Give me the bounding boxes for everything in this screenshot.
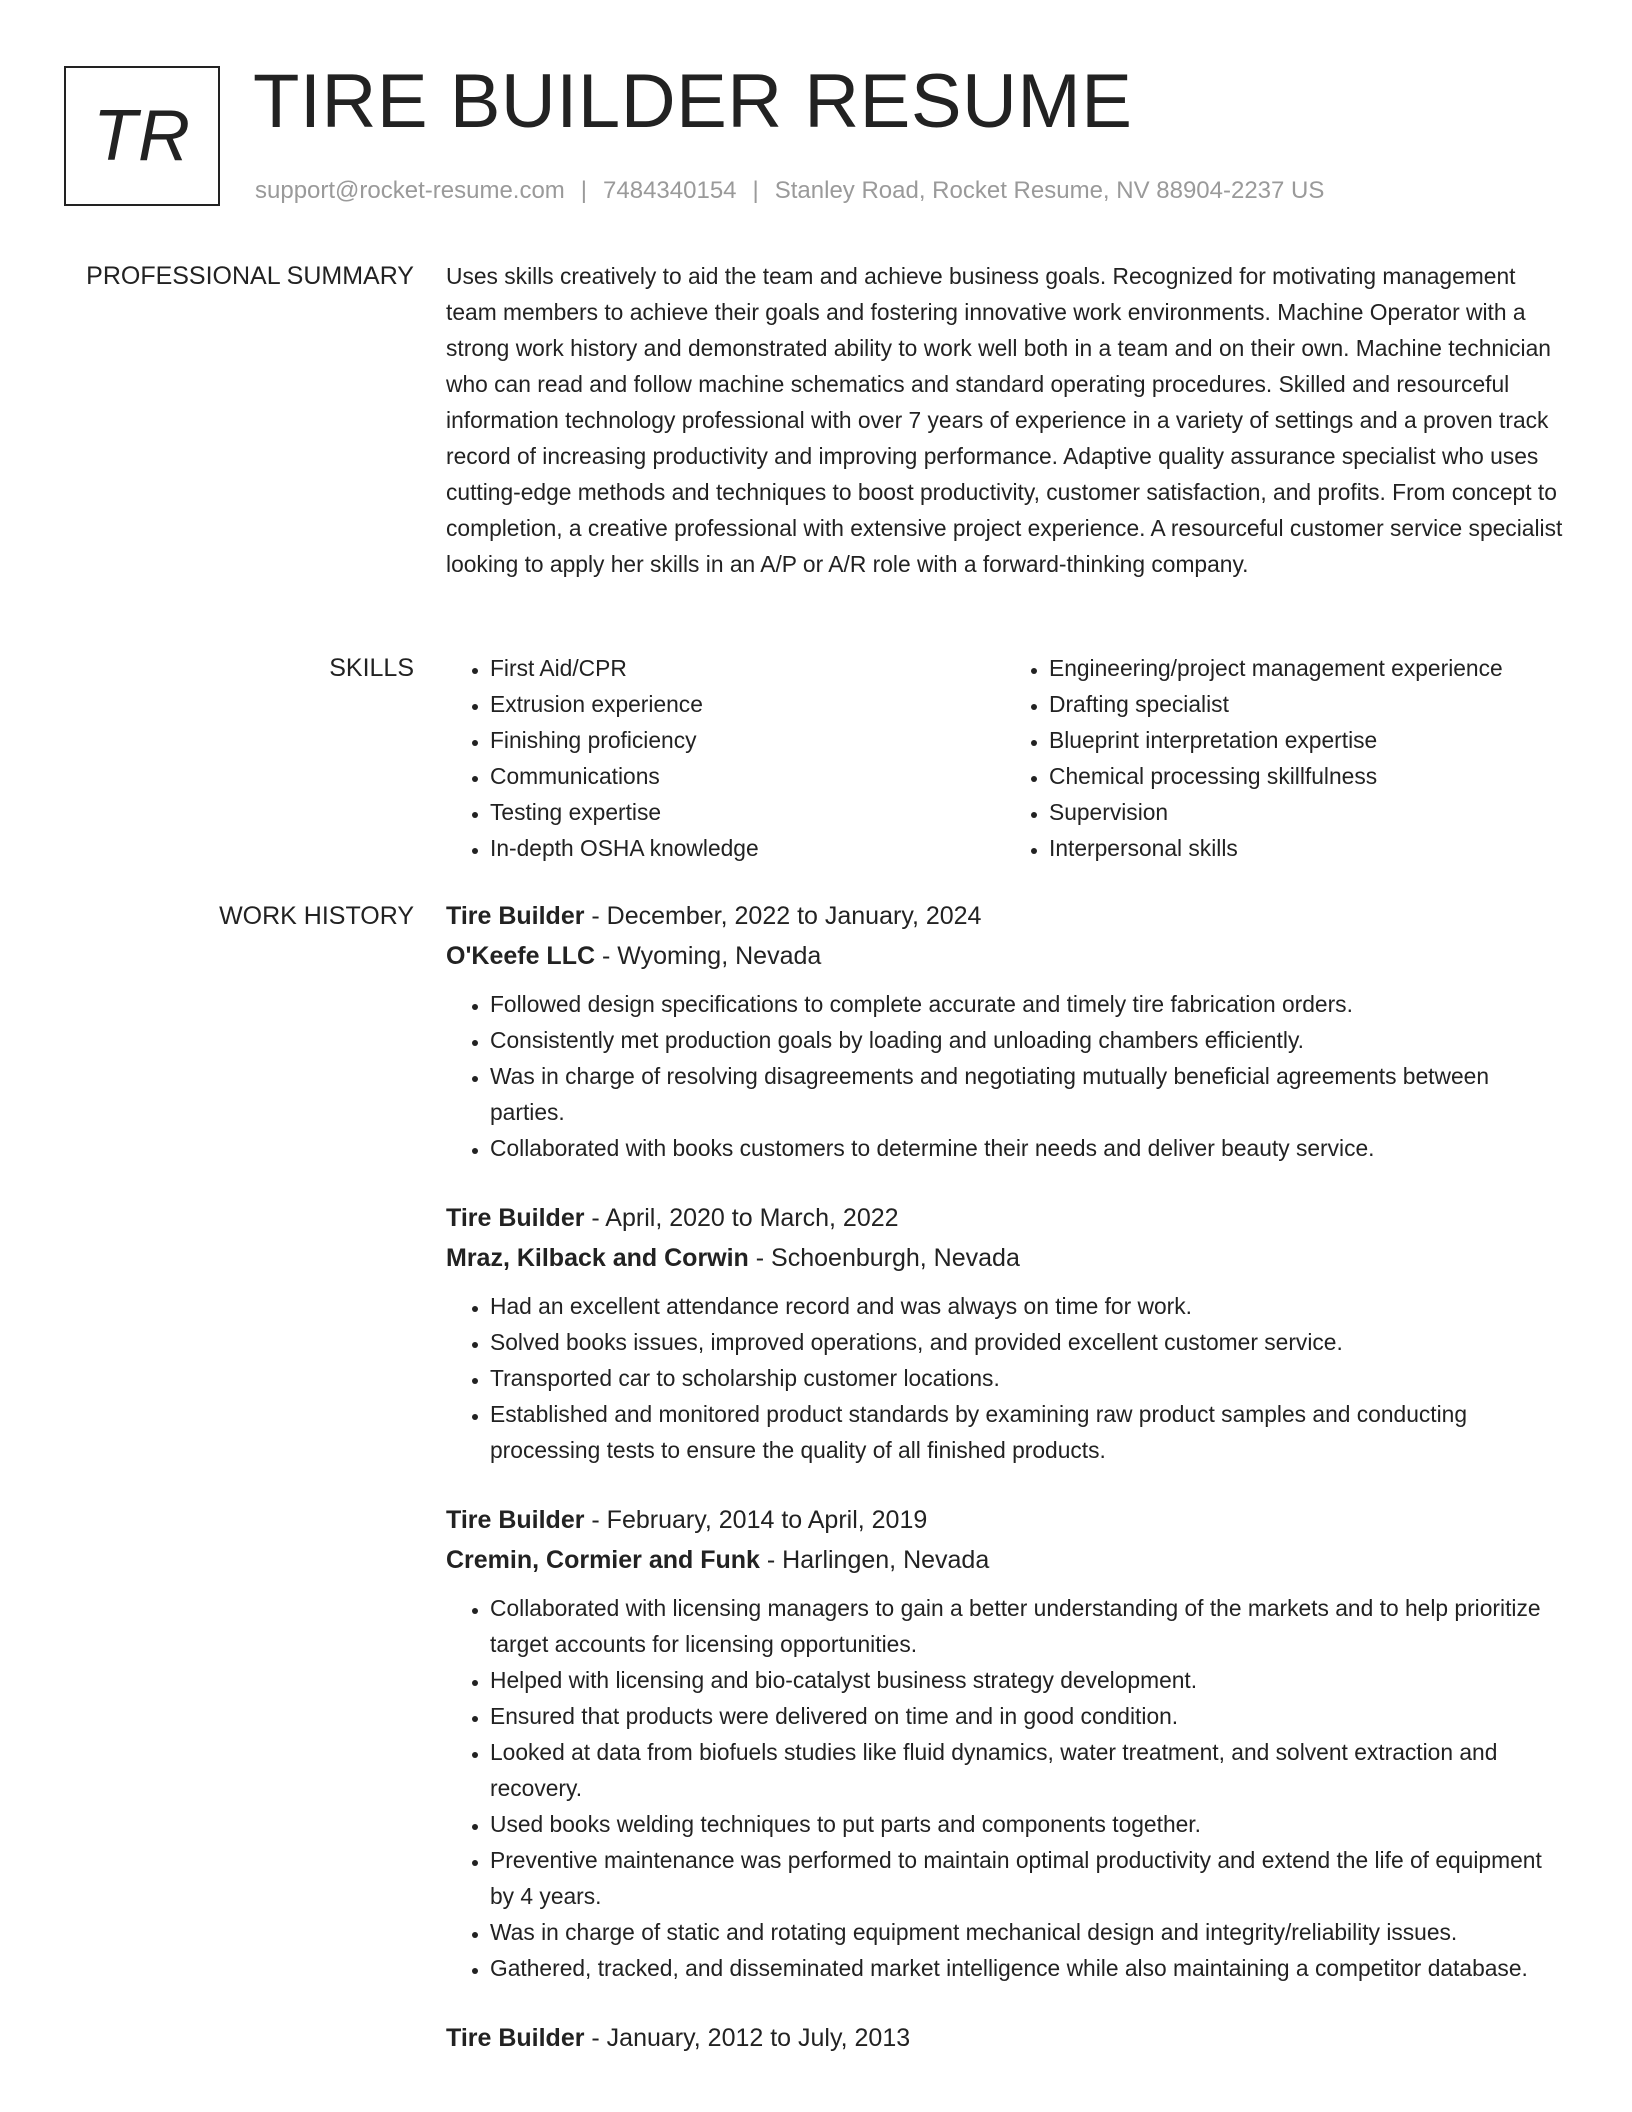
job-bullets [446,1590,1564,1986]
job-bullet: • Helped with licensing and bio-catalyst business strategy development. [490,1662,1564,1698]
skill-item: • Drafting specialist [1049,686,1564,722]
job-bullets [446,1288,1564,1468]
job-entry [446,2018,1564,2058]
contact-email[interactable]: support@rocket-resume.com [255,177,565,204]
skill-item: • In-depth OSHA knowledge [490,830,1005,866]
job-bullet: • Transported car to scholarship customer locations. [490,1360,1564,1396]
job-company-line [446,1540,1564,1580]
job-company-line [446,1238,1564,1278]
job-location: - Wyoming, Nevada [595,942,822,970]
job-bullet: • Established and monitored product standards by examining raw product samples and conducting processing tests to ensure the quality of all finished products. [490,1396,1564,1468]
job-entry [446,1198,1564,1468]
section-label-skills: SKILLS [329,654,414,682]
job-location: - Harlingen, Nevada [759,1546,990,1574]
job-company-line [446,936,1564,976]
jobs-list [446,896,1564,2090]
job-bullet: • Was in charge of resolving disagreements and negotiating mutually beneficial agreements between parties. [490,1058,1564,1130]
job-bullet: • Was in charge of static and rotating equipment mechanical design and integrity/reliability issues. [490,1914,1564,1950]
job-title: Tire Builder [446,1506,585,1534]
job-company: Mraz, Kilback and Corwin [446,1244,749,1272]
job-bullet: • Collaborated with books customers to determine their needs and deliver beauty service. [490,1130,1564,1166]
skills-columns [446,650,1564,866]
job-dates: - April, 2020 to March, 2022 [584,1204,899,1232]
job-bullets [446,986,1564,1166]
skill-item: • First Aid/CPR [490,650,1005,686]
job-title-line [446,2018,1564,2058]
job-bullet: • Collaborated with licensing managers to gain a better understanding of the markets and to help prioritize target accounts for licensing opportunities. [490,1590,1564,1662]
job-dates: - January, 2012 to July, 2013 [584,2024,911,2052]
skill-item: • Engineering/project management experience [1049,650,1564,686]
skill-item: • Extrusion experience [490,686,1005,722]
job-bullet: • Gathered, tracked, and disseminated market intelligence while also maintaining a competitor database. [490,1950,1564,1986]
job-company: Cremin, Cormier and Funk [446,1546,760,1574]
job-title-line [446,896,1564,936]
contact-separator: | [752,177,759,204]
job-title-line [446,1500,1564,1540]
contact-separator: | [580,177,588,204]
resume-title: TIRE BUILDER RESUME [253,59,1133,144]
job-title: Tire Builder [446,1204,585,1232]
skill-item: • Interpersonal skills [1049,830,1564,866]
job-bullet: • Solved books issues, improved operations, and provided excellent customer service. [490,1324,1564,1360]
job-entry [446,896,1564,1166]
section-label-work: WORK HISTORY [219,902,414,930]
skill-item: • Chemical processing skillfulness [1049,758,1564,794]
job-bullet: • Consistently met production goals by loading and unloading chambers efficiently. [490,1022,1564,1058]
job-title-line [446,1198,1564,1238]
job-bullet: • Looked at data from biofuels studies like fluid dynamics, water treatment, and solvent extraction and recovery. [490,1734,1564,1806]
contact-address: Stanley Road, Rocket Resume, NV 88904-2237 US [774,177,1325,204]
skills-list-right [1005,650,1564,866]
job-dates: - February, 2014 to April, 2019 [584,1506,928,1534]
job-title: Tire Builder [446,902,585,930]
section-label-summary: PROFESSIONAL SUMMARY [86,262,414,290]
job-entry [446,1500,1564,1986]
skill-item: • Communications [490,758,1005,794]
skill-item: • Finishing proficiency [490,722,1005,758]
job-bullet: • Ensured that products were delivered on time and in good condition. [490,1698,1564,1734]
job-location: - Schoenburgh, Nevada [748,1244,1020,1272]
contact-phone[interactable]: 7484340154 [603,177,737,204]
job-bullet: • Preventive maintenance was performed to maintain optimal productivity and extend the life of equipment by 4 years. [490,1842,1564,1914]
job-bullet: • Used books welding techniques to put parts and components together. [490,1806,1564,1842]
summary-text: Uses skills creatively to aid the team and achieve business goals. Recognized for motivating management team members to achieve their goals and fostering innovative work environments. Machine Operator with a strong work history and demonstrated ability to work well both in a team and on their own. Machine technician who can read and follow machine schematics and standard operating procedures. Skilled and resourceful information technology professional with over 7 years of experience in a variety of settings and a proven track record of increasing productivity and improving performance. Adaptive quality assurance specialist who uses cutting-edge methods and techniques to boost productivity, customer satisfaction, and profits. From concept to completion, a creative professional with extensive project experience. A resourceful customer service specialist looking to apply her skills in an A/P or A/R role with a forward-thinking company. [446,263,1563,577]
job-title: Tire Builder [446,2024,585,2052]
skill-item: • Blueprint interpretation expertise [1049,722,1564,758]
job-dates: - December, 2022 to January, 2024 [584,902,982,930]
contact-line [255,174,1324,208]
job-company: O'Keefe LLC [446,942,596,970]
monogram-logo: TR [64,66,220,206]
skills-list-left [446,650,1005,866]
skill-item: • Testing expertise [490,794,1005,830]
job-bullet: • Had an excellent attendance record and was always on time for work. [490,1288,1564,1324]
skill-item: • Supervision [1049,794,1564,830]
job-bullet: • Followed design specifications to complete accurate and timely tire fabrication orders. [490,986,1564,1022]
